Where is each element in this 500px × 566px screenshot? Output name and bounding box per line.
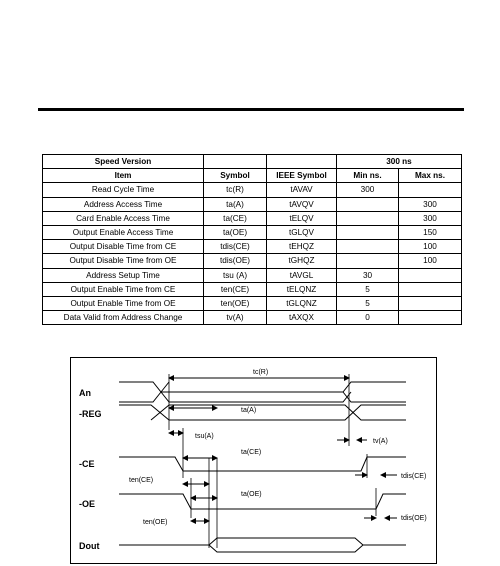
cell-symbol: ten(OE) [204,296,267,310]
table-row [43,211,462,225]
label-ta-oe: ta(OE) [241,491,262,498]
table-header-row-1 [43,155,462,169]
empty-header-cell [267,155,337,169]
reg-waveform-low [151,405,406,420]
column-header-symbol: Symbol [204,169,267,183]
cell-max: 150 [399,225,462,239]
cell-symbol: tdis(OE) [204,254,267,268]
cell-max [399,282,462,296]
horizontal-rule [38,108,464,111]
label-tc: tc(R) [253,369,269,376]
table-row [43,240,462,254]
cell-item: Read Cycle Time [43,183,204,197]
table-row [43,296,462,310]
column-header-ieee-symbol: IEEE Symbol [267,169,337,183]
cell-min: 0 [337,311,399,325]
cell-symbol: tv(A) [204,311,267,325]
cell-ieee-symbol: tELQNZ [267,282,337,296]
cell-min [337,240,399,254]
reg-waveform [119,405,406,420]
cell-min: 300 [337,183,399,197]
speed-version-table [42,154,462,325]
cell-symbol: ten(CE) [204,282,267,296]
signal-label-an: An [79,388,91,398]
cell-min: 30 [337,268,399,282]
cell-min [337,225,399,239]
table-row [43,311,462,325]
cell-ieee-symbol: tAVGL [267,268,337,282]
signal-label-reg: -REG [79,409,102,419]
signal-label-ce: -CE [79,459,95,469]
empty-header-cell [204,155,267,169]
cell-ieee-symbol: tGLQNZ [267,296,337,310]
oe-waveform [119,494,406,509]
cell-symbol: ta(A) [204,197,267,211]
column-header-item: Item [43,169,204,183]
cell-symbol: tsu (A) [204,268,267,282]
cell-max [399,268,462,282]
label-tdis-ce: tdis(CE) [401,473,427,480]
cell-ieee-symbol: tELQV [267,211,337,225]
cell-item: Output Disable Time from CE [43,240,204,254]
table-row [43,183,462,197]
cell-max [399,183,462,197]
cell-max [399,311,462,325]
cell-ieee-symbol: tGLQV [267,225,337,239]
cell-ieee-symbol: tGHQZ [267,254,337,268]
speed-header: 300 ns [337,155,462,169]
cell-symbol: ta(CE) [204,211,267,225]
cell-item: Output Enable Access Time [43,225,204,239]
table-header-row-2 [43,169,462,183]
cell-item: Output Disable Time from OE [43,254,204,268]
label-tv: tv(A) [373,438,388,445]
cell-max [399,296,462,310]
cell-max: 300 [399,197,462,211]
cell-ieee-symbol: tAVAV [267,183,337,197]
label-ta-ce: ta(CE) [241,449,262,456]
table-row [43,282,462,296]
cell-item: Address Access Time [43,197,204,211]
cell-ieee-symbol: tAVQV [267,197,337,211]
timing-diagram [70,357,437,564]
cell-min [337,254,399,268]
signal-label-oe: -OE [79,499,96,509]
cell-min: 5 [337,282,399,296]
label-ta-a: ta(A) [241,407,257,414]
label-tsu: tsu(A) [195,433,214,440]
cell-item: Data Valid from Address Change [43,311,204,325]
cell-min: 5 [337,296,399,310]
signal-label-dout: Dout [79,541,100,551]
cell-min [337,197,399,211]
column-header-max: Max ns. [399,169,462,183]
label-ten-oe: ten(OE) [143,519,168,526]
ce-waveform [119,457,406,471]
column-header-min: Min ns. [337,169,399,183]
cell-item: Address Setup Time [43,268,204,282]
cell-ieee-symbol: tAXQX [267,311,337,325]
cell-item: Card Enable Access Time [43,211,204,225]
cell-symbol: tdis(CE) [204,240,267,254]
cell-max: 100 [399,240,462,254]
timing-diagram-svg [71,358,438,565]
cell-symbol: tc(R) [204,183,267,197]
cell-symbol: ta(OE) [204,225,267,239]
table-row [43,225,462,239]
label-tdis-oe: tdis(OE) [401,515,427,522]
table-row [43,268,462,282]
cell-item: Output Enable Time from CE [43,282,204,296]
table-row [43,254,462,268]
dout-waveform [119,538,406,552]
cell-max: 100 [399,254,462,268]
table-row [43,197,462,211]
speed-version-header: Speed Version [43,155,204,169]
cell-min [337,211,399,225]
cell-item: Output Enable Time from OE [43,296,204,310]
label-ten-ce: ten(CE) [129,477,154,484]
cell-ieee-symbol: tEHQZ [267,240,337,254]
cell-max: 300 [399,211,462,225]
